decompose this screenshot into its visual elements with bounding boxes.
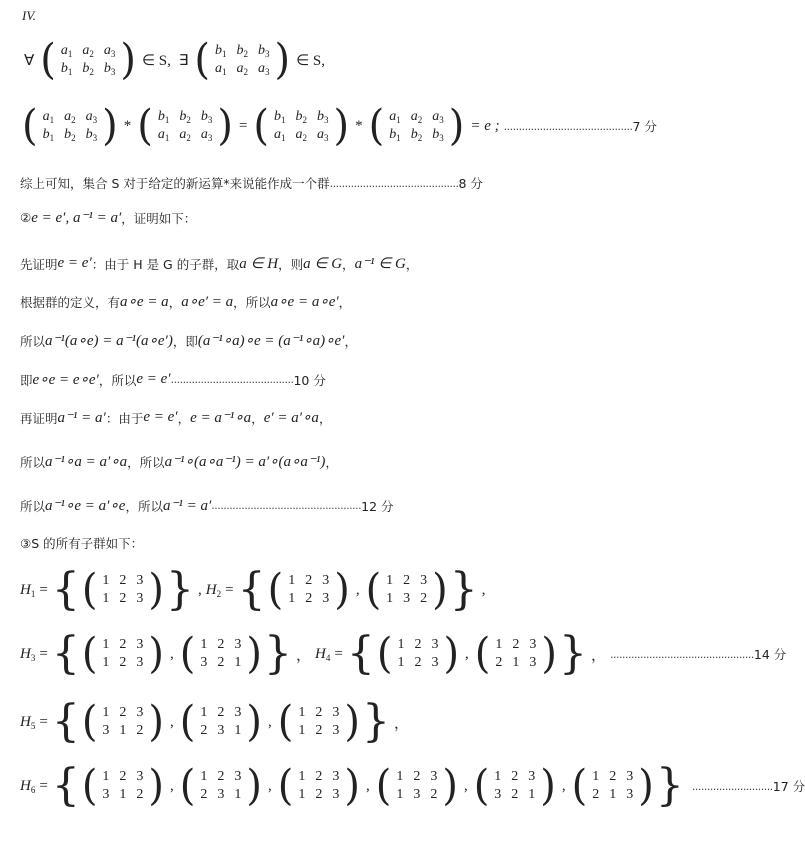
h4-sub: 4 [325, 652, 331, 663]
h6-line: $H_6$ = { ( 1 2 3 3 1 2 ) , ( 1 2 3 2 3 1 ) , ( 1 2 3 1 2 3 ) , ( 1 2 3 1 3 2 ) , ( 1 2 3 3 2 1 ) , ( 1 2 3 2 1 3 ) } ........................... 17 分 [20, 760, 805, 811]
matrix-cell: 3 [529, 655, 537, 670]
matrix-cell: 1 [397, 637, 405, 652]
matrix-cell: 2 [430, 787, 438, 802]
matrix-cell: 1 [102, 573, 110, 588]
matrix-cell: 2 [592, 787, 600, 802]
matrix-cell: 2 [217, 769, 225, 784]
matrix-cell: $a_1$ [215, 61, 227, 77]
matrix-cell: 3 [413, 787, 421, 802]
perm-matrix: ( 1 2 3 1 2 3 ) [81, 565, 165, 615]
matrix-cell: 3 [430, 769, 438, 784]
matrix-cell: 1 [397, 655, 405, 670]
in-s-2: ∈ S, [296, 52, 326, 69]
matrix-b: ( $b_1$ $b_2$ $b_3$ $a_1$ $a_2$ $a_3$ ) [253, 101, 350, 151]
math: e = a⁻¹∘a [190, 410, 252, 426]
matrix-cell: 2 [119, 573, 127, 588]
h4-label: H [315, 645, 326, 662]
matrix-cell: 1 [298, 705, 306, 720]
matrix-cell: 2 [217, 637, 225, 652]
text: 根据群的定义，有 [20, 294, 121, 310]
matrix-cell: 1 [288, 573, 296, 588]
math: a⁻¹∘(a∘a⁻¹) = a′∘(a∘a⁻¹) [164, 454, 326, 470]
text: 所以 [20, 498, 46, 514]
matrix-cell: 3 [217, 787, 225, 802]
matrix-cell: 3 [136, 573, 144, 588]
matrix-cell: 3 [431, 637, 439, 652]
dots: ......................................... [170, 373, 294, 386]
matrix-cell: 2 [315, 705, 323, 720]
matrix-cell: 1 [234, 723, 242, 738]
math: (a⁻¹∘a)∘e = (a⁻¹∘a)∘e′ [197, 333, 345, 349]
conclusion-text: 综上可知，集合 S 对于给定的新运算*来说能作成一个群 [20, 176, 330, 191]
math: a ∈ H [239, 256, 279, 272]
matrix-cell: 3 [332, 769, 340, 784]
h5-sub: 5 [30, 720, 36, 731]
matrix-cell: $a_3$ [317, 127, 329, 143]
matrix-cell: 3 [626, 769, 634, 784]
matrix-cell: 3 [234, 769, 242, 784]
perm-matrix: ( 1 2 3 3 2 1 ) [473, 761, 556, 811]
equals: = [238, 117, 248, 134]
matrix-cell: $a_2$ [179, 127, 191, 143]
matrix-cell: 3 [332, 787, 340, 802]
math: e = e′ [57, 255, 92, 271]
perm-matrix: ( 1 2 3 2 3 1 ) [179, 761, 262, 811]
matrix-cell: $a_2$ [236, 61, 248, 77]
subgroups-heading [20, 534, 143, 552]
perm-matrix: ( 1 2 3 3 1 2 ) [81, 761, 165, 811]
matrix-cell: $a_3$ [103, 43, 116, 59]
matrix-a: ( $a_1$ $a_2$ $a_3$ $b_1$ $b_2$ $b_3$ ) [368, 101, 465, 151]
matrix-cell: 1 [102, 637, 110, 652]
dots: ........................... [691, 779, 773, 793]
matrix-cell: 3 [217, 723, 225, 738]
text: 所以 [20, 454, 46, 470]
matrix-cell: 2 [217, 655, 225, 670]
matrix-cell: $a_3$ [200, 127, 213, 143]
dots: ........................................... [329, 176, 459, 190]
perm-matrix: ( 1 2 3 2 1 3 ) [571, 761, 654, 811]
matrix-cell: 3 [136, 705, 144, 720]
math: a ∈ G [303, 256, 343, 272]
matrix-cell: 1 [200, 769, 208, 784]
matrix-cell: $a_1$ [389, 109, 401, 125]
matrix-cell: 2 [403, 573, 411, 588]
forall-line [20, 35, 329, 85]
matrix-cell: 1 [386, 573, 394, 588]
claim-math: e = e′, a⁻¹ = a′ [31, 210, 122, 226]
matrix-cell: $b_2$ [179, 109, 191, 125]
h3-h4-line: $H_3$ = { ( 1 2 3 1 2 3 ) , ( 1 2 3 3 2 1 ) } ， $H_4$ = { ( 1 2 3 1 2 3 ) , ( 1 2 3 2 1 3 ) } ， ................................................ 14 分 [20, 628, 787, 679]
score-8: 8 分 [458, 176, 483, 191]
proof-line-4 [20, 370, 326, 389]
score-12: 12 分 [361, 498, 394, 514]
matrix-cell: 3 [420, 573, 428, 588]
matrix-cell: $a_2$ [82, 43, 94, 59]
math: a⁻¹∘a = a′∘a [45, 454, 128, 470]
exists-symbol: ∃ [178, 52, 189, 69]
matrix-cell: 3 [494, 787, 502, 802]
matrix-cell: 3 [102, 787, 110, 802]
matrix-cell: $b_1$ [215, 43, 227, 59]
text: ：由于 [105, 410, 144, 426]
h6-label: H [20, 777, 31, 794]
h3-sub: 3 [30, 652, 36, 663]
dots: ........................................... [503, 119, 633, 133]
h2-sub: 2 [216, 588, 222, 599]
matrix-cell: $a_3$ [85, 109, 98, 125]
matrix-cell: $b_1$ [274, 109, 286, 125]
matrix-cell: $b_1$ [42, 127, 55, 143]
matrix-cell: 1 [396, 769, 404, 784]
matrix-cell: 1 [386, 591, 394, 606]
matrix-cell: $a_2$ [295, 127, 308, 143]
matrix-cell: 1 [592, 769, 600, 784]
h2-label: H [205, 581, 217, 598]
section-number: IV. [22, 8, 36, 23]
matrix-cell: 3 [528, 769, 536, 784]
math: a∘e = a [120, 294, 169, 310]
matrix-cell: $b_1$ [389, 127, 401, 143]
matrix-cell: 1 [298, 769, 306, 784]
matrix-cell: 3 [136, 591, 144, 606]
matrix-cell: 1 [528, 787, 536, 802]
matrix-cell: 2 [119, 637, 127, 652]
math: e′ = a′∘a [263, 410, 319, 426]
matrix-cell: 2 [609, 769, 617, 784]
math: a∘e = a∘e′ [270, 294, 339, 310]
h6-sub: 6 [30, 784, 36, 795]
claim-text: ，证明如下： [121, 210, 197, 226]
forall-symbol: ∀ [24, 52, 35, 69]
math: e = e′ [143, 409, 178, 425]
text: ， [168, 294, 182, 310]
matrix-cell: 2 [305, 591, 313, 606]
h5-label: H [20, 713, 31, 730]
matrix-cell: 2 [119, 705, 127, 720]
matrix-cell: 1 [609, 787, 617, 802]
dots: ................................................ [610, 647, 754, 661]
text: 先证明 [20, 256, 58, 272]
text: ， [318, 410, 332, 426]
matrix-cell: 1 [102, 705, 110, 720]
matrix-cell: 2 [315, 787, 323, 802]
matrix-cell: 3 [403, 591, 411, 606]
h3-label: H [20, 645, 31, 662]
matrix-cell: $b_3$ [200, 109, 213, 125]
matrix-cell: 2 [511, 769, 519, 784]
math: a∘e′ = a [181, 294, 234, 310]
matrix-cell: 2 [119, 655, 127, 670]
matrix-cell: $b_3$ [258, 43, 270, 59]
perm-matrix: ( 1 2 3 3 1 2 ) [81, 697, 165, 747]
claim-line [20, 208, 196, 227]
matrix-cell: 1 [396, 787, 404, 802]
conclusion-line [20, 174, 483, 192]
math: e∘e = e∘e′ [32, 372, 99, 388]
score-10: 10 分 [293, 372, 326, 388]
matrix-cell: 3 [200, 655, 208, 670]
matrix-cell: $b_1$ [60, 61, 73, 77]
matrix-cell: $a_2$ [64, 109, 76, 125]
perm-matrix: ( 1 2 3 1 2 3 ) [267, 565, 350, 615]
math: a⁻¹(a∘e) = a⁻¹(a∘e′) [45, 333, 173, 349]
perm-matrix: ( 1 2 3 1 2 3 ) [376, 629, 460, 679]
matrix-cell: 1 [102, 591, 110, 606]
text: ， [338, 294, 352, 310]
matrix-cell: 2 [119, 591, 127, 606]
text: ， [177, 410, 191, 426]
text: ，所以 [127, 454, 165, 470]
matrix-cell: $b_3$ [432, 127, 444, 143]
product-line: ( $a_1$ $a_2$ $a_3$ $b_1$ $b_2$ $b_3$ ) * ( $b_1$ $b_2$ $b_3$ $a_1$ $a_2$ $a_3$ ) = ( $b_1$ $b_2$ $b_3$ $a_1$ $a_2$ $a_3$ ) * ( $a_1$ $a_2$ $a_3$ $b_1$ $b_2$ $b_3$ ) = e ; ........................................... 7 分 [22, 101, 657, 151]
text: ， [344, 333, 357, 349]
matrix-cell: $b_2$ [82, 61, 94, 77]
matrix-cell: 2 [512, 637, 520, 652]
text: 所以 [20, 333, 46, 349]
matrix-cell: 3 [431, 655, 439, 670]
matrix-cell: 2 [119, 769, 127, 784]
matrix-cell: 2 [413, 769, 421, 784]
text: ， [251, 410, 264, 426]
perm-matrix: ( 1 2 3 3 2 1 ) [179, 629, 262, 679]
text: ：由于 H 是 G 的子群，取 [91, 256, 240, 272]
matrix-cell: 2 [315, 723, 323, 738]
text: ，所以 [125, 498, 163, 514]
matrix-b: ( $b_1$ $b_2$ $b_3$ $a_1$ $a_2$ $a_3$ ) [137, 101, 233, 151]
matrix-cell: 3 [234, 705, 242, 720]
matrix-cell: 3 [136, 655, 144, 670]
perm-matrix: ( 1 2 3 1 2 3 ) [277, 697, 360, 747]
h1-label: H [20, 581, 31, 598]
matrix-cell: 2 [495, 655, 503, 670]
h5-line: $H_5$ = { ( 1 2 3 3 1 2 ) , ( 1 2 3 2 3 1 ) , ( 1 2 3 1 2 3 ) } ， [20, 696, 409, 747]
score-14: 14 分 [753, 647, 787, 662]
matrix-cell: 2 [414, 655, 422, 670]
text: ， [325, 454, 338, 470]
perm-matrix: ( 1 2 3 1 3 2 ) [375, 761, 458, 811]
matrix-cell: $b_3$ [85, 127, 98, 143]
perm-matrix: ( 1 2 3 1 3 2 ) [365, 565, 448, 615]
score-7: 7 分 [632, 119, 657, 134]
matrix-cell: 3 [136, 769, 144, 784]
proof-line-7 [20, 496, 394, 515]
matrix-cell: $a_3$ [258, 61, 270, 77]
matrix-cell: $a_1$ [42, 109, 55, 125]
matrix-cell: 1 [288, 591, 296, 606]
matrix-cell: 2 [200, 723, 208, 738]
matrix-cell: 2 [315, 769, 323, 784]
subgroups-text: S 的所有子群如下： [31, 536, 144, 551]
text: ，即 [172, 333, 198, 349]
proof-line-2 [20, 292, 351, 311]
matrix-cell: 2 [414, 637, 422, 652]
matrix-cell: 2 [420, 591, 428, 606]
matrix-cell: 1 [512, 655, 520, 670]
text: ，则 [278, 256, 304, 272]
text: ，所以 [233, 294, 271, 310]
matrix-cell: $a_1$ [60, 43, 73, 59]
equals-e: = e ; [470, 117, 500, 134]
matrix-cell: 1 [200, 637, 208, 652]
text: ， [405, 256, 419, 272]
matrix-a: ( $a_1$ $a_2$ $a_3$ $b_1$ $b_2$ $b_3$ ) [40, 35, 136, 85]
math: e = e′ [136, 371, 171, 387]
proof-line-3 [20, 331, 357, 350]
math: a⁻¹ = a′ [162, 498, 212, 514]
text: 即 [20, 372, 33, 388]
in-s-1: ∈ S, [141, 52, 171, 69]
matrix-cell: 3 [234, 637, 242, 652]
dots: .................................................. [211, 499, 362, 512]
perm-matrix: ( 1 2 3 1 2 3 ) [81, 629, 165, 679]
matrix-cell: 2 [305, 573, 313, 588]
score-17: 17 分 [772, 779, 805, 794]
matrix-cell: $b_2$ [410, 127, 423, 143]
proof-line-5 [20, 408, 331, 427]
math: a⁻¹∘e = a′∘e [45, 498, 126, 514]
h1-h2-line: $H_1$ = { ( 1 2 3 1 2 3 ) } , $H_2$ = { ( 1 2 3 1 2 3 ) , ( 1 2 3 1 3 2 ) } , [20, 564, 486, 615]
matrix-cell: 3 [529, 637, 537, 652]
matrix-cell: 1 [298, 723, 306, 738]
matrix-cell: 1 [234, 787, 242, 802]
circle-2: ② [20, 210, 32, 225]
matrix-cell: $b_2$ [295, 109, 308, 125]
proof-line-6 [20, 452, 338, 471]
matrix-cell: 3 [332, 723, 340, 738]
matrix-cell: $a_3$ [432, 109, 444, 125]
matrix-cell: $b_2$ [64, 127, 76, 143]
matrix-cell: 2 [200, 787, 208, 802]
matrix-cell: 1 [102, 769, 110, 784]
text: ， [342, 256, 355, 272]
matrix-cell: $a_1$ [274, 127, 286, 143]
matrix-cell: 1 [494, 769, 502, 784]
perm-matrix: ( 1 2 3 2 3 1 ) [179, 697, 262, 747]
matrix-a: ( $a_1$ $a_2$ $a_3$ $b_1$ $b_2$ $b_3$ ) [22, 101, 118, 151]
matrix-cell: 2 [511, 787, 519, 802]
proof-line-1 [20, 254, 418, 273]
matrix-cell: 3 [136, 637, 144, 652]
matrix-cell: 1 [298, 787, 306, 802]
matrix-cell: 1 [119, 787, 127, 802]
matrix-cell: $a_2$ [410, 109, 423, 125]
perm-matrix: ( 1 2 3 2 1 3 ) [474, 629, 558, 679]
matrix-cell: $a_1$ [157, 127, 170, 143]
matrix-b: ( $b_1$ $b_2$ $b_3$ $a_1$ $a_2$ $a_3$ ) [194, 35, 291, 85]
text: ，所以 [98, 372, 137, 388]
text: 再证明 [20, 410, 58, 426]
matrix-cell: 3 [332, 705, 340, 720]
perm-matrix: ( 1 2 3 1 2 3 ) [277, 761, 360, 811]
h1-sub: 1 [30, 588, 36, 599]
math: a⁻¹ ∈ G [354, 256, 406, 272]
matrix-cell: 3 [322, 573, 330, 588]
math: a⁻¹ = a′ [57, 410, 106, 426]
matrix-cell: 3 [322, 591, 330, 606]
matrix-cell: 3 [626, 787, 634, 802]
matrix-cell: 2 [136, 787, 144, 802]
matrix-cell: 1 [119, 723, 127, 738]
matrix-cell: $b_3$ [317, 109, 329, 125]
matrix-cell: 1 [495, 637, 503, 652]
matrix-cell: $b_2$ [236, 43, 248, 59]
matrix-cell: $b_1$ [157, 109, 170, 125]
circle-3: ③ [20, 535, 32, 551]
matrix-cell: 1 [234, 655, 242, 670]
matrix-cell: 1 [102, 655, 110, 670]
matrix-cell: $b_3$ [103, 61, 116, 77]
matrix-cell: 1 [200, 705, 208, 720]
matrix-cell: 2 [217, 705, 225, 720]
matrix-cell: 3 [102, 723, 110, 738]
matrix-cell: 2 [136, 723, 144, 738]
